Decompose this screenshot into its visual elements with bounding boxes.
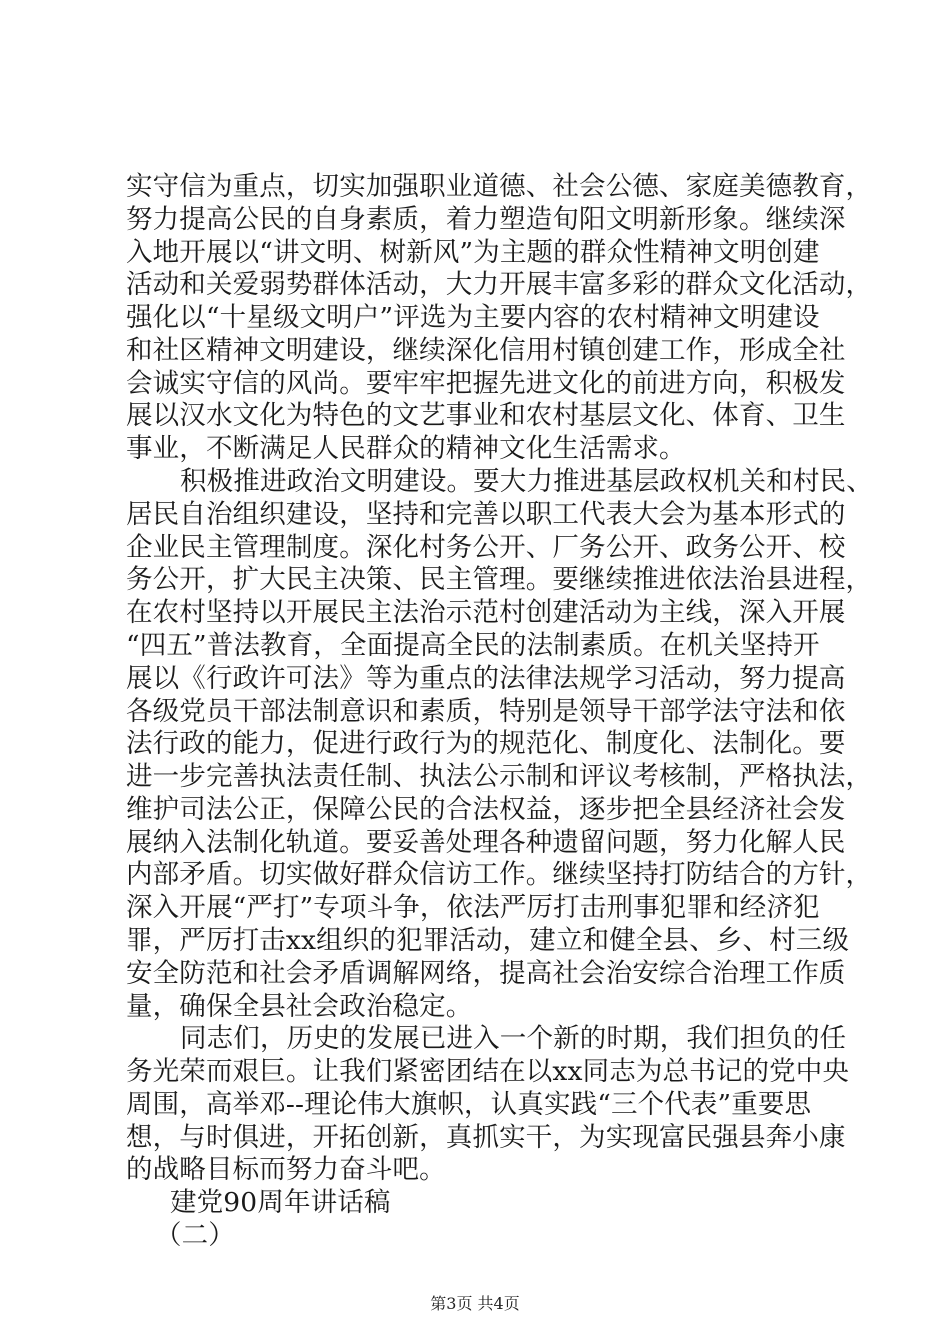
section-title: 建党90周年讲话稿	[170, 1187, 391, 1218]
text-line: 量，确保全县社会政治稳定。	[126, 991, 473, 1022]
text-line: 维护司法公正，保障公民的合法权益，逐步把全县经济社会发	[126, 794, 846, 825]
text-line: 在农村坚持以开展民主法治示范村创建活动为主线，深入开展	[126, 597, 846, 628]
text-line: 活动和关爱弱势群体活动，大力开展丰富多彩的群众文化活动，	[126, 269, 873, 300]
text-line: 各级党员干部法制意识和素质，特别是领导干部学法守法和依	[126, 696, 846, 727]
text-line: 法行政的能力，促进行政行为的规范化、制度化、法制化。要	[126, 728, 846, 759]
text-line: 安全防范和社会矛盾调解网络，提高社会治安综合治理工作质	[126, 958, 846, 989]
text-line: 周围，高举邓--理论伟大旗帜，认真实践“三个代表”重要思	[126, 1089, 812, 1120]
text-line: 强化以“十星级文明户”评选为主要内容的农村精神文明建设	[126, 302, 820, 333]
text-line: “四五”普法教育，全面提高全民的法制素质。在机关坚持开	[126, 630, 820, 661]
text-line: 罪，严厉打击xx组织的犯罪活动，建立和健全县、乡、村三级	[126, 925, 850, 956]
paragraph-start-line: 同志们，历史的发展已进入一个新的时期，我们担负的任	[180, 1023, 847, 1054]
section-number: （二）	[155, 1220, 235, 1251]
text-line: 务公开，扩大民主决策、民主管理。要继续推进依法治县进程，	[126, 564, 873, 595]
text-line: 展以《行政许可法》等为重点的法律法规学习活动，努力提高	[126, 663, 846, 694]
text-line: 展纳入法制化轨道。要妥善处理各种遗留问题，努力化解人民	[126, 827, 846, 858]
text-line: 展以汉水文化为特色的文艺事业和农村基层文化、体育、卫生	[126, 400, 846, 431]
text-line: 务光荣而艰巨。让我们紧密团结在以xx同志为总书记的党中央	[126, 1056, 850, 1087]
text-line: 会诚实守信的风尚。要牢牢把握先进文化的前进方向，积极发	[126, 368, 846, 399]
text-line: 企业民主管理制度。深化村务公开、厂务公开、政务公开、校	[126, 532, 846, 563]
text-line: 想，与时俱进，开拓创新，真抓实干，为实现富民强县奔小康	[126, 1122, 846, 1153]
text-line: 进一步完善执法责任制、执法公示制和评议考核制，严格执法，	[126, 761, 873, 792]
page-footer: 第3页 共4页	[430, 1294, 520, 1313]
text-line: 实守信为重点，切实加强职业道德、社会公德、家庭美德教育，	[126, 171, 873, 202]
text-line: 的战略目标而努力奋斗吧。	[126, 1154, 446, 1185]
text-line: 入地开展以“讲文明、树新风”为主题的群众性精神文明创建	[126, 237, 820, 268]
text-line: 居民自治组织建设，坚持和完善以职工代表大会为基本形式的	[126, 499, 846, 530]
text-line: 努力提高公民的自身素质，着力塑造旬阳文明新形象。继续深	[126, 204, 846, 235]
paragraph-start-line: 积极推进政治文明建设。要大力推进基层政权机关和村民、	[180, 466, 873, 497]
text-line: 和社区精神文明建设，继续深化信用村镇创建工作，形成全社	[126, 335, 846, 366]
text-line: 事业，不断满足人民群众的精神文化生活需求。	[126, 433, 686, 464]
text-line: 内部矛盾。切实做好群众信访工作。继续坚持打防结合的方针，	[126, 859, 873, 890]
text-line: 深入开展“严打”专项斗争，依法严厉打击刑事犯罪和经济犯	[126, 892, 820, 923]
